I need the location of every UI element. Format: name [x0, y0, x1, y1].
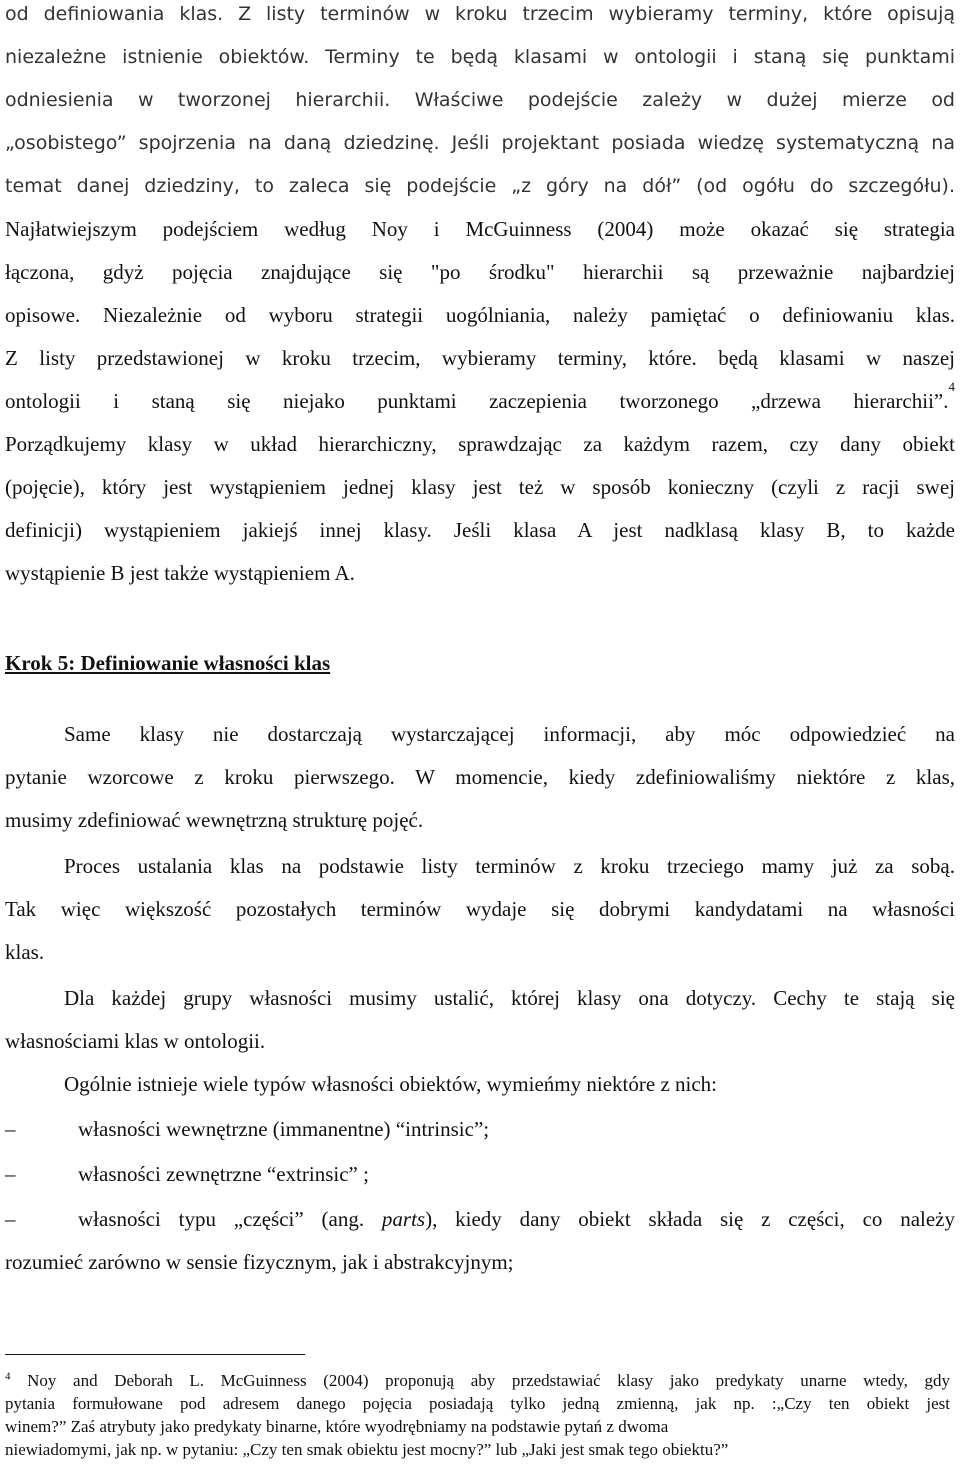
body-line-text: ontologii i staną się niejako punktami zaczepienia tworzonego „drzewa hierarchii”.: [5, 389, 949, 413]
bullet-text-part: własności typu „części” (ang.: [78, 1207, 382, 1231]
bullet-italic-term: parts: [381, 1207, 426, 1231]
body-line: temat danej dziedziny, to zaleca się podejście „z góry na dół” (od ogółu do szczegółu).: [5, 175, 955, 197]
body-line: Z listy przedstawionej w kroku trzecim, wybieramy terminy, które. będą klasami w naszej: [5, 346, 955, 370]
section-heading: Krok 5: Definiowanie własności klas: [5, 651, 331, 675]
footnote-line: niewiadomymi, jak np. w pytaniu: „Czy ten smak obiektu jest mocny?” lub „Jaki jest smak tego obiektu?”: [5, 1440, 729, 1459]
body-line-with-footnote: [5, 379, 955, 415]
footnote-reference[interactable]: 4: [948, 379, 955, 394]
body-line: Porządkujemy klasy w układ hierarchiczny, sprawdzając za każdym razem, czy dany obiekt: [5, 432, 955, 456]
body-line: definicji) wystąpieniem jakiejś innej klasy. Jeśli klasa A jest nadklasą klasy B, to każde: [5, 518, 955, 542]
footnote-number: 4: [5, 1370, 11, 1383]
footnote-text: Noy and Deborah L. McGuinness (2004) proponują aby przedstawiać klasy jako predykaty unarne wtedy, gdy: [10, 1371, 950, 1390]
paragraph-line: Ogólnie istnieje wiele typów własności obiektów, wymieńmy niektóre z nich:: [64, 1072, 717, 1096]
bullet-dash: –: [5, 1117, 16, 1141]
footnote-line: pytania formułowane pod adresem danego pojęcia posiadają tylko jedną zmienną, jak np. :„Czy ten obiekt jest: [5, 1394, 950, 1413]
body-line: niezależne istnienie obiektów. Terminy te będą klasami w ontologii i staną się punktami: [5, 46, 955, 68]
body-line: łączona, gdyż pojęcia znajdujące się "po środku" hierarchii są przeważnie najbardziej: [5, 260, 955, 284]
paragraph-line: Dla każdej grupy własności musimy ustalić, której klasy ona dotyczy. Cechy te stają się: [64, 986, 955, 1010]
bullet-item: własności zewnętrzne “extrinsic” ;: [78, 1162, 369, 1186]
bullet-dash: –: [5, 1207, 16, 1231]
bullet-continuation: rozumieć zarówno w sensie fizycznym, jak i abstrakcyjnym;: [5, 1250, 514, 1274]
paragraph-line: własnościami klas w ontologii.: [5, 1029, 266, 1053]
body-line: Najłatwiejszym podejściem według Noy i McGuinness (2004) może okazać się strategia: [5, 217, 955, 241]
bullet-item: własności wewnętrzne (immanentne) “intrinsic”;: [78, 1117, 490, 1141]
body-line: (pojęcie), który jest wystąpieniem jednej klasy jest też w sposób konieczny (czyli z racji swej: [5, 475, 955, 499]
paragraph-line: pytanie wzorcowe z kroku pierwszego. W momencie, kiedy zdefiniowaliśmy niektóre z klas,: [5, 765, 955, 789]
body-line: opisowe. Niezależnie od wyboru strategii uogólniania, należy pamiętać o definiowaniu klas.: [5, 303, 955, 327]
body-line: od definiowania klas. Z listy terminów w kroku trzecim wybieramy terminy, które opisują: [5, 3, 955, 25]
body-line: odniesienia w tworzonej hierarchii. Właściwe podejście zależy w dużej mierze od: [5, 89, 955, 111]
footnote-separator: [5, 1354, 305, 1355]
body-line: „osobistego” spojrzenia na daną dziedzinę. Jeśli projektant posiada wiedzę systematyczną na: [5, 132, 955, 154]
paragraph-line: Same klasy nie dostarczają wystarczającej informacji, aby móc odpowiedzieć na: [64, 722, 955, 746]
body-line: wystąpienie B jest także wystąpieniem A.: [5, 561, 355, 585]
bullet-text-part: ), kiedy dany obiekt składa się z części, co należy: [425, 1207, 956, 1231]
bullet-dash: –: [5, 1162, 16, 1186]
bullet-item: [78, 1205, 955, 1233]
paragraph-line: Proces ustalania klas na podstawie listy terminów z kroku trzeciego mamy już za sobą.: [64, 854, 955, 878]
paragraph-line: musimy zdefiniować wewnętrzną strukturę pojęć.: [5, 808, 424, 832]
footnote-line: winem?” Zaś atrybuty jako predykaty binarne, które wyodrębniamy na podstawie pytań z dwoma: [5, 1417, 669, 1436]
paragraph-line: Tak więc większość pozostałych terminów wydaje się dobrymi kandydatami na własności: [5, 897, 955, 921]
footnote-line: [5, 1370, 950, 1392]
paragraph-line: klas.: [5, 940, 45, 964]
